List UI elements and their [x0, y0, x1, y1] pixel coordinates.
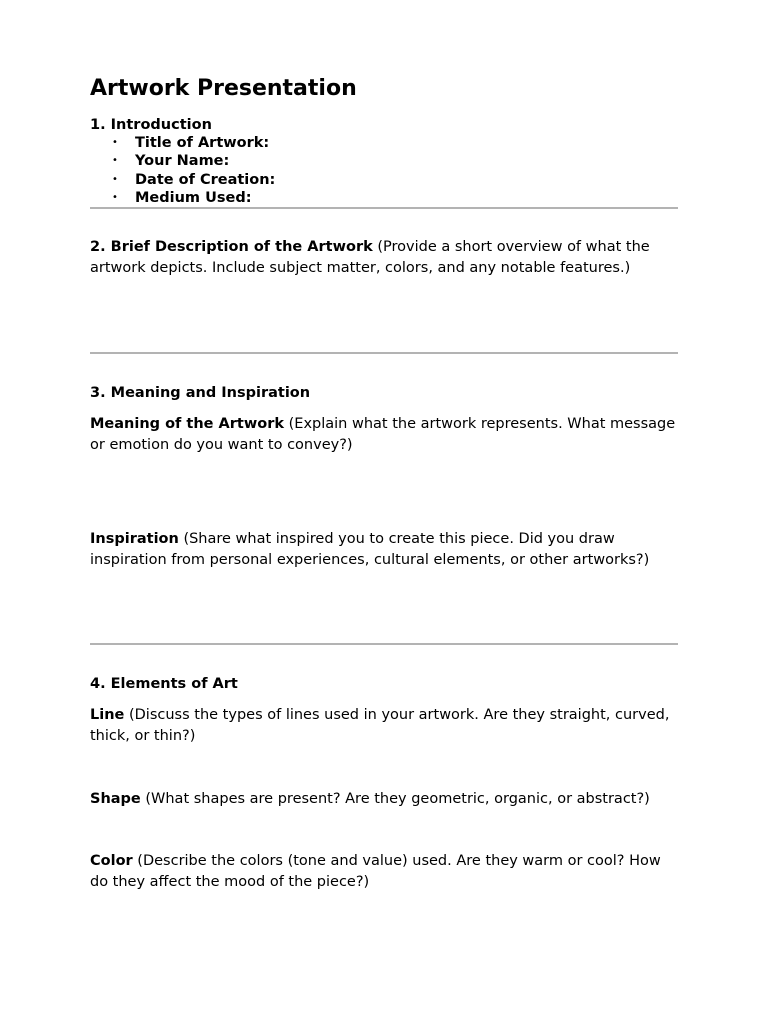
color-prompt: (Describe the colors (tone and value) used. Are they warm or cool? How do they affect the mood of the piece?)	[90, 853, 661, 890]
shape-label: Shape	[90, 791, 141, 807]
list-item-label: Medium Used:	[135, 189, 252, 206]
introduction-list	[90, 134, 275, 207]
list-item-title-of-artwork	[90, 134, 275, 152]
section-divider	[90, 352, 678, 354]
line-label: Line	[90, 707, 125, 723]
list-item-label: Title of Artwork:	[135, 135, 270, 151]
section-introduction-heading: 1. Introduction	[90, 117, 212, 133]
inspiration-paragraph	[90, 529, 680, 571]
section-meaning-heading: 3. Meaning and Inspiration	[90, 385, 311, 401]
line-paragraph	[90, 705, 680, 747]
bullet-icon: •	[112, 191, 118, 203]
section-divider	[90, 643, 678, 645]
list-item-date-of-creation	[90, 171, 275, 189]
shape-paragraph	[90, 789, 680, 810]
inspiration-prompt: (Share what inspired you to create this piece. Did you draw inspiration from personal experiences, cultural elements, or other artworks?)	[90, 531, 650, 568]
section-description-paragraph	[90, 237, 680, 279]
bullet-icon: •	[112, 137, 118, 148]
meaning-paragraph	[90, 414, 680, 456]
list-item-label: Date of Creation:	[135, 171, 276, 188]
section-elements-heading: 4. Elements of Art	[90, 676, 238, 692]
line-prompt: (Discuss the types of lines used in your artwork. Are they straight, curved, thick, or thin?)	[90, 707, 670, 744]
meaning-label: Meaning of the Artwork	[90, 416, 285, 432]
list-item-your-name	[90, 152, 275, 170]
inspiration-label: Inspiration	[90, 531, 179, 547]
list-item-label: Your Name:	[135, 153, 230, 170]
section-description-label: 2. Brief Description of the Artwork	[90, 239, 373, 255]
section-divider	[90, 207, 678, 209]
list-item-medium-used	[90, 189, 275, 207]
color-label: Color	[90, 853, 133, 869]
shape-prompt: (What shapes are present? Are they geometric, organic, or abstract?)	[145, 791, 650, 807]
color-paragraph	[90, 851, 680, 893]
bullet-icon: •	[112, 173, 118, 185]
section-description-prompt: (Provide a short overview of what the artwork depicts. Include subject matter, colors, and any notable features.)	[90, 239, 650, 276]
document-title: Artwork Presentation	[90, 76, 357, 101]
bullet-icon: •	[112, 155, 118, 167]
meaning-prompt: (Explain what the artwork represents. What message or emotion do you want to convey?)	[90, 416, 676, 453]
